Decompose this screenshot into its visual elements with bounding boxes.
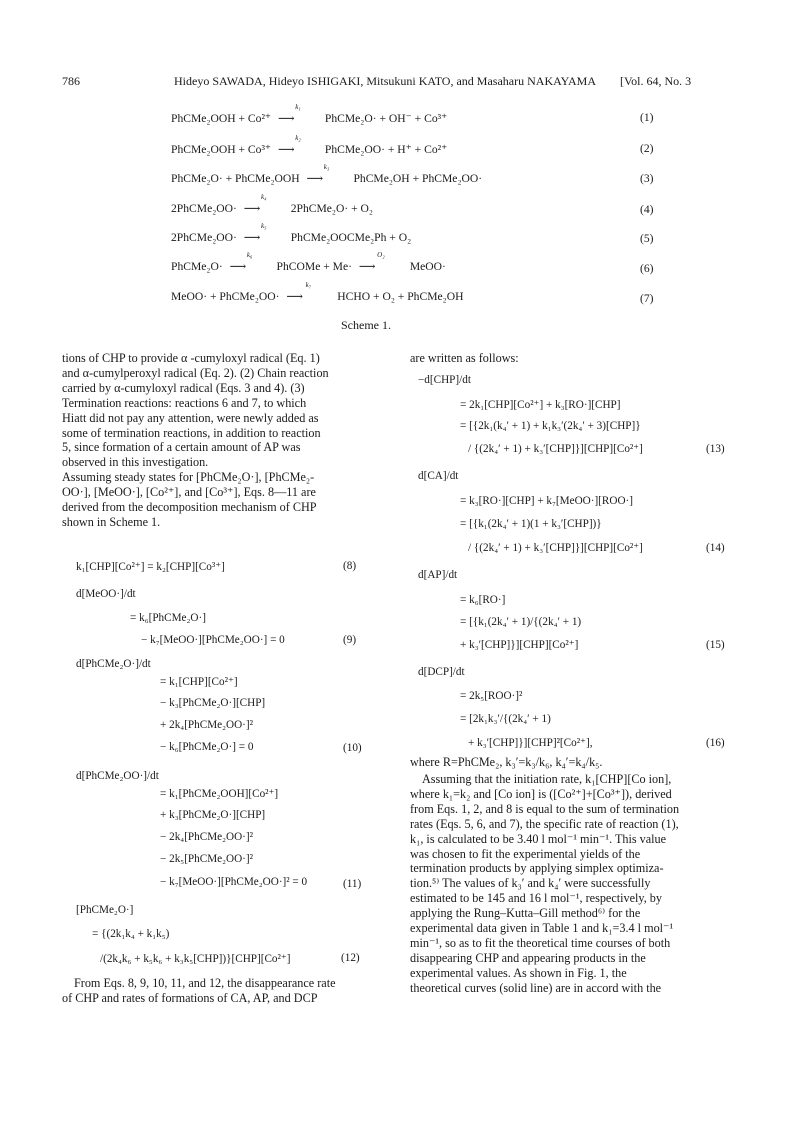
reaction-arrow: O₂ ⟶ (358, 251, 385, 273)
equation-10-line: − k₃[PhCMe₂O·][CHP] (160, 697, 266, 709)
reaction-number: (3) (640, 172, 654, 185)
equation-15-lhs: d[AP]/dt (418, 569, 458, 581)
equation-11-line: − k₇[MeOO·][PhCMe₂OO·]² = 0 (160, 876, 308, 888)
equation-12-line: /(2k₄k₆ + k₅k₆ + k₃k₅[CHP])}[CHP][Co²⁺] (100, 953, 291, 965)
equation-16-line: + k₃′[CHP]}][CHP]²[Co²⁺], (468, 737, 593, 749)
reaction-number: (7) (640, 292, 654, 305)
reaction-arrow: k₂ ⟶ (277, 134, 301, 156)
equation-number: (11) (343, 878, 362, 890)
equation-14-lhs: d[CA]/dt (418, 470, 459, 482)
running-head-authors: Hideyo SAWADA, Hideyo ISHIGAKI, Mitsukuni KATO, and Masaharu NAKAYAMA (174, 74, 597, 88)
equation-14-line: / {(2k₄′ + 1) + k₃′[CHP]}][CHP][Co²⁺] (468, 542, 643, 554)
reaction-3: PhCMe₂O· + PhCMe₂OOH k₃ ⟶ PhCMe₂OH + PhCMe₂OO· (171, 163, 483, 185)
equation-16-line: = [2k₁k₃′/{(2k₄′ + 1) (460, 713, 551, 725)
equation-14-line: = k₃[RO·][CHP] + k₇[MeOO·][ROO·] (460, 495, 633, 507)
reaction-number: (2) (640, 142, 654, 155)
reaction-arrow: k₅ ⟶ (243, 222, 267, 244)
right-paragraph: Assuming that the initiation rate, k₁[CHP][Co ion], where k₁=k₂ and [Co ion] is ([Co²⁺]+[Co³⁺]), derived from Eqs. 1, 2, and 8 is equal to the sum of termination rates (Eqs. 5, 6, and 7), the specific rate of reaction (1), k₁, is calculated to be 3.40 l mol⁻¹ min⁻¹. This value was chosen to fit the experimental yields of the termination products by applying simplex optimiza- tion.⁵⁾ The values of k₃′ and k₄′ were successfully estimated to be 145 and 16 l mol⁻¹, respectively, by applying the Rung–Kutta–Gill method⁶⁾ for the experimental data given in Table 1 and k₁=3.4 l mol⁻¹ min⁻¹, so as to fit the theoretical time courses of both disappearing CHP and appearing products in the experimental values. As shown in Fig. 1, the theoretical curves (solid line) are in accord with the (410, 772, 680, 995)
left-paragraph-2: Assuming steady states for [PhCMe₂O·], [PhCMe₂- OO·], [MeOO·], [Co²⁺], and [Co³⁺], Eqs. 8—11 are derived from the decomposition mechanism of CHP shown in Scheme 1. (62, 470, 317, 529)
equation-10-line: − k₆[PhCMe₂O·] = 0 (160, 741, 254, 753)
reaction-2: PhCMe₂OOH + Co³⁺ k₂ ⟶ PhCMe₂OO· + H⁺ + Co²⁺ (171, 134, 448, 156)
reaction-arrow: k₄ ⟶ (243, 193, 267, 215)
equation-13-lhs: −d[CHP]/dt (418, 374, 471, 386)
right-intro: are written as follows: (410, 351, 519, 365)
left-paragraph-3: From Eqs. 8, 9, 10, 11, and 12, the disappearance rate of CHP and rates of formations of CA, AP, and DCP (62, 976, 336, 1005)
equation-10-line: = k₁[CHP][Co²⁺] (160, 676, 238, 688)
equation-9-line: = k₆[PhCMe₂O·] (130, 612, 206, 624)
reaction-arrow: k₃ ⟶ (306, 163, 330, 185)
equation-11-lhs: d[PhCMe₂OO·]/dt (76, 770, 159, 782)
equation-13-line: = [{2k₁(k₄′ + 1) + k₁k₃′(2k₄′ + 3)[CHP]} (460, 420, 641, 432)
equation-number: (15) (706, 639, 725, 651)
equation-number: (8) (343, 560, 357, 572)
equation-11-line: − 2k₄[PhCMe₂OO·]² (160, 831, 253, 843)
equation-16-line: = 2k₅[ROO·]² (460, 690, 523, 702)
equation-16-lhs: d[DCP]/dt (418, 666, 465, 678)
equation-14-line: = [{k₁(2k₄′ + 1)(1 + k₃′[CHP])} (460, 518, 602, 530)
equation-11-line: = k₁[PhCMe₂OOH][Co²⁺] (160, 788, 279, 800)
equation-9-lhs: d[MeOO·]/dt (76, 588, 136, 600)
equation-11-line: − 2k₅[PhCMe₂OO·]² (160, 853, 253, 865)
equation-15-line: = [{k₁(2k₄′ + 1)/{(2k₄′ + 1) (460, 616, 582, 628)
reaction-arrow: k₆ ⟶ (229, 251, 253, 273)
reaction-number: (5) (640, 232, 654, 245)
equation-number: (9) (343, 634, 357, 646)
equation-11-line: + k₃[PhCMe₂O·][CHP] (160, 809, 266, 821)
equation-10-lhs: d[PhCMe₂O·]/dt (76, 658, 151, 670)
equation-number: (13) (706, 443, 725, 455)
reaction-number: (1) (640, 111, 654, 124)
reaction-1: PhCMe₂OOH + Co²⁺ k₁ ⟶ PhCMe₂O· + OH⁻ + Co³⁺ (171, 103, 448, 125)
reaction-4: 2PhCMe₂OO· k₄ ⟶ 2PhCMe₂O· + O₂ (171, 193, 373, 215)
equation-8: k₁[CHP][Co²⁺] = k₂[CHP][Co³⁺] (76, 561, 225, 573)
reaction-number: (6) (640, 262, 654, 275)
equation-12-line: = {(2k₁k₄ + k₁k₅) (92, 928, 170, 940)
equation-number: (16) (706, 737, 725, 749)
reaction-number: (4) (640, 203, 654, 216)
reaction-6: PhCMe₂O· k₆ ⟶ PhCOMe + Me· O₂ ⟶ MeOO· (171, 251, 446, 273)
reaction-7: MeOO· + PhCMe₂OO· k₇ ⟶ HCHO + O₂ + PhCMe₂OH (171, 281, 464, 303)
page-number: 786 (62, 74, 80, 88)
equation-number: (14) (706, 542, 725, 554)
equation-15-line: + k₃′[CHP]}][CHP][Co²⁺] (460, 639, 579, 651)
right-where-line: where R=PhCMe₂, k₃′=k₃/k₆, k₄′=k₄/k₅. (410, 755, 603, 769)
reaction-5: 2PhCMe₂OO· k₅ ⟶ PhCMe₂OOCMe₂Ph + O₂ (171, 222, 412, 244)
equation-10-line: + 2k₄[PhCMe₂OO·]² (160, 719, 253, 731)
equation-number: (10) (343, 742, 362, 754)
equation-number: (12) (341, 952, 360, 964)
reaction-arrow: k₇ ⟶ (286, 281, 312, 303)
equation-15-line: = k₆[RO·] (460, 594, 506, 606)
equation-13-line: / {(2k₄′ + 1) + k₃′[CHP]}][CHP][Co²⁺] (468, 443, 643, 455)
equation-12-lhs: [PhCMe₂O·] (76, 904, 134, 916)
scheme-caption: Scheme 1. (341, 318, 391, 332)
left-paragraph-1: tions of CHP to provide α -cumyloxyl radical (Eq. 1) and α-cumylperoxyl radical (Eq. 2). (2) Chain reaction carried by α-cumyloxyl radical (Eqs. 3 and 4). (3) Termination reactions: reactions 6 and 7, to which Hiatt did not pay any attention, were newly added as some of termination reactions, in addition to reaction 5, since formation of a certain amount of AP was observed in this investigation. (62, 351, 329, 470)
reaction-arrow: k₁ ⟶ (277, 103, 301, 125)
running-head-volume: [Vol. 64, No. 3 (620, 74, 692, 88)
equation-9-line: − k₇[MeOO·][PhCMe₂OO·] = 0 (141, 634, 285, 646)
equation-13-line: = 2k₁[CHP][Co²⁺] + k₃[RO·][CHP] (460, 399, 621, 411)
